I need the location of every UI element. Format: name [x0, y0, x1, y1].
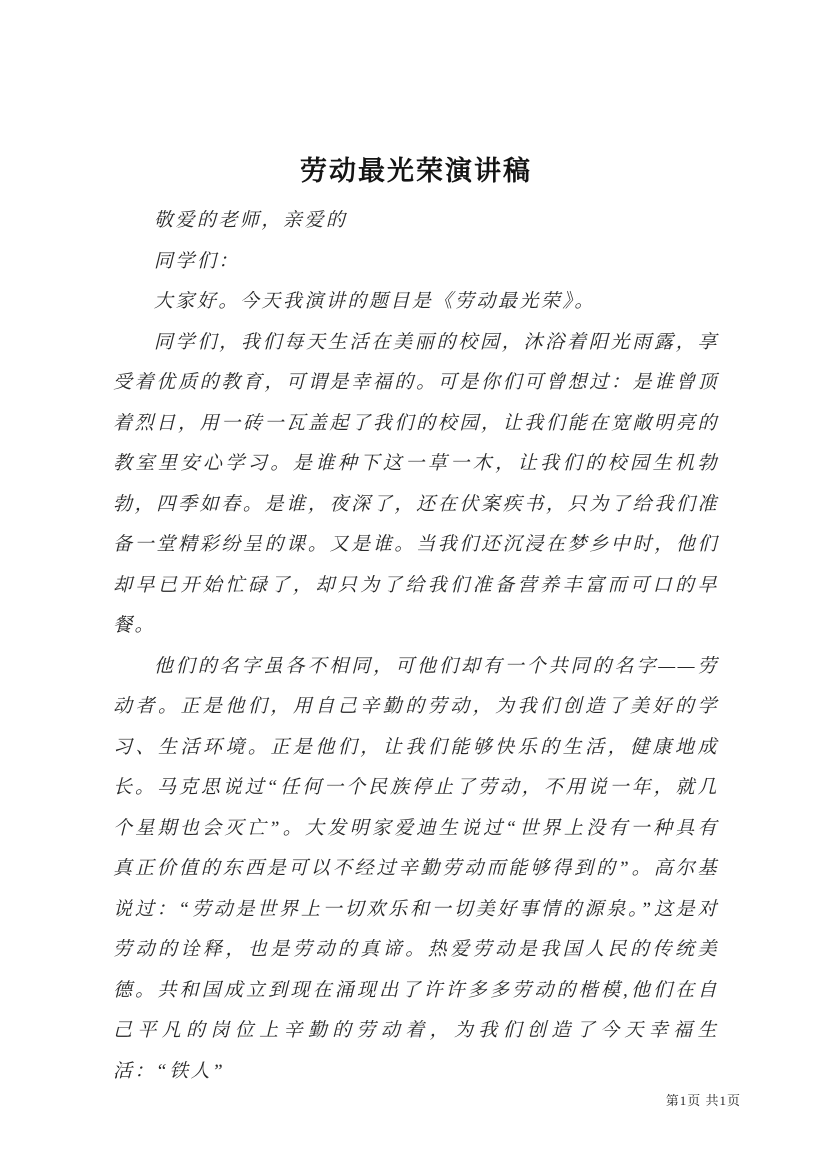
paragraph-opening: 大家好。今天我演讲的题目是《劳动最光荣》。	[153, 291, 596, 312]
paragraph-salutation-line1: 敬爱的老师，亲爱的	[153, 210, 348, 231]
paragraph-body-2: 他们的名字虽各不相同，可他们却有一个共同的名字——劳动者。正是他们，用自己辛勤的劳动，为我们创造了美好的学习、生活环境。正是他们，让我们能够快乐的生活，健康地成长。马克思说过“任何一个民族停止了劳动，不用说一年，就几个星期也会灭亡”。大发明家爱迪生说过“世界上没有一种具有真正价值的东西是可以不经过辛勤劳动而能够得到的”。高尔基说过：“劳动是世界上一切欢乐和一切美好事情的源泉。”这是对劳动的诠释，也是劳动的真谛。热爱劳动是我国人民的传统美德。共和国成立到现在涌现出了许许多多劳动的楷模,他们在自己平凡的岗位上辛勤的劳动着，为我们创造了今天幸福生活：“铁人”	[113, 655, 719, 1082]
document-body	[113, 149, 719, 1092]
page-footer-page-number: 第1页 共1页	[665, 1093, 741, 1108]
paragraph-salutation-line2: 同学们：	[153, 250, 240, 272]
paragraph-body-1: 同学们，我们每天生活在美丽的校园，沐浴着阳光雨露，享受着优质的教育，可谓是幸福的。可是你们可曾想过：是谁曾顶着烈日，用一砖一瓦盖起了我们的校园，让我们能在宽敞明亮的教室里安心学习。是谁种下这一草一木，让我们的校园生机勃勃，四季如春。是谁，夜深了，还在伏案疾书，只为了给我们准备一堂精彩纷呈的课。又是谁。当我们还沉浸在梦乡中时，他们却早已开始忙碌了，却只为了给我们准备营养丰富而可口的早餐。	[113, 331, 719, 636]
document-title: 劳动最光荣演讲稿	[300, 156, 532, 186]
